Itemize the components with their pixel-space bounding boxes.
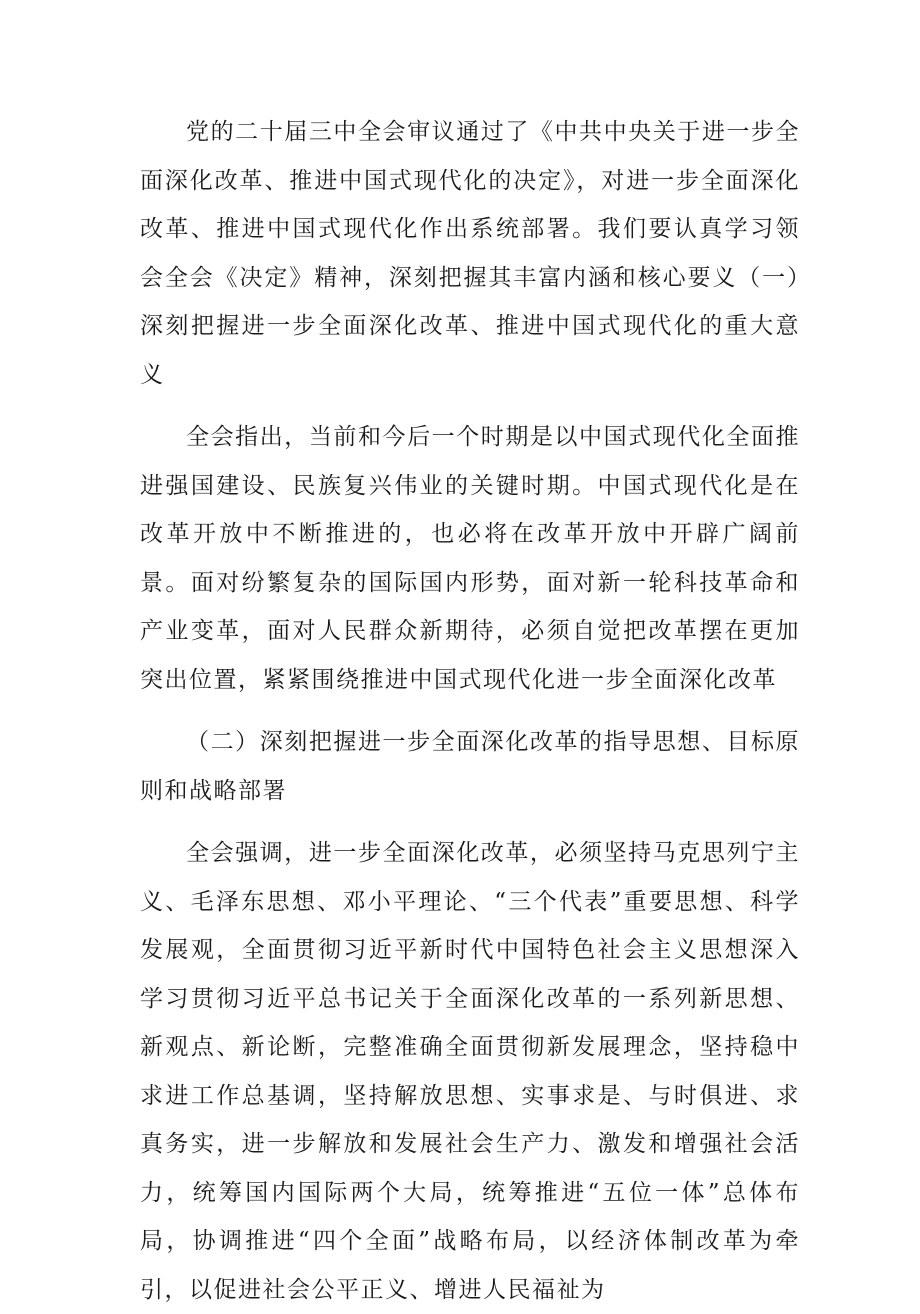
- paragraph-plenary-emphasis: 全会强调，进一步全面深化改革，必须坚持马克思列宁主义、毛泽东思想、邓小平理论、“三个代表”重要思想、科学发展观，全面贯彻习近平新时代中国特色社会主义思想深入学习贯彻习近平总书记关于全面深化改革的一系列新思想、新观点、新论断，完整准确全面贯彻新发展理念，坚持稳中求进工作总基调，坚持解放思想、实事求是、与时俱进、求真务实，进一步解放和发展社会生产力、激发和增强社会活力，统筹国内国际两个大局，统筹推进“五位一体”总体布局，协调推进“四个全面”战略布局，以经济体制改革为牵引，以促进社会公平正义、增进人民福祉为: [140, 840, 800, 1303]
- section-heading-two: （二）深刻把握进一步全面深化改革的指导思想、目标原则和战略部署: [140, 729, 800, 804]
- document-body: [140, 108, 800, 1314]
- paragraph-plenary-points: 全会指出，当前和今后一个时期是以中国式现代化全面推进强国建设、民族复兴伟业的关键时期。中国式现代化是在改革开放中不断推进的，也必将在改革开放中开辟广阔前景。面对纷繁复杂的国际国内形势，面对新一轮科技革命和产业变革，面对人民群众新期待，必须自觉把改革摆在更加突出位置，紧紧围绕推进中国式现代化进一步全面深化改革: [140, 424, 800, 693]
- paragraph-intro: 党的二十届三中全会审议通过了《中共中央关于进一步全面深化改革、推进中国式现代化的决定》，对进一步全面深化改革、推进中国式现代化作出系统部署。我们要认真学习领会全会《决定》精神，深刻把握其丰富内涵和核心要义（一）深刻把握进一步全面深化改革、推进中国式现代化的重大意义: [140, 119, 800, 388]
